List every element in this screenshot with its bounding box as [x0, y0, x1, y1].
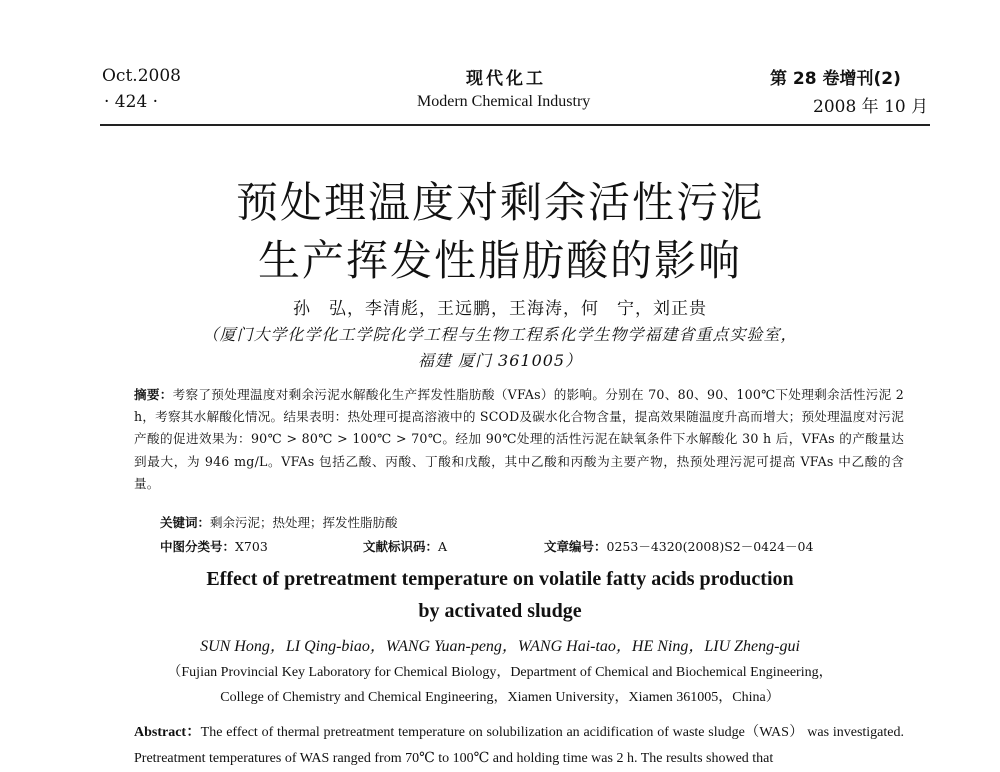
header-volume: 第 28 卷增刊(2)	[770, 69, 901, 89]
abstract-en	[134, 720, 904, 772]
abstract-cn-text: 考察了预处理温度对剩余污泥水解酸化生产挥发性脂肪酸（VFAs）的影响。分别在 70、80、90、100℃下处理剩余活性污泥 2 h，考察其水解酸化情况。结果表明：热处理可提高溶液中的 SCOD及碳水化合物含量，提高效果随温度升高而增大；预处理温度对污泥产酸的促进效果为：90℃ > 80℃ > 100℃ > 70℃。经加 90℃处理的活性污泥在缺氧条件下水解酸化 30 h 后，VFAs 的产酸量达到最大，为 946 mg/L。VFAs 包括乙酸、丙酸、丁酸和戊酸，其中乙酸和丙酸为主要产物，热预处理污泥可提高 VFAs 中乙酸的含量。	[134, 387, 904, 491]
document-code	[363, 537, 447, 555]
abstract-cn-label: 摘要：	[134, 387, 173, 402]
header-journal-en: Modern Chemical Industry	[417, 93, 591, 110]
authors-cn: 孙 弘，李清彪，王远鹏，王海涛，何 宁，刘正贵	[293, 299, 707, 319]
title-en-line1: Effect of pretreatment temperature on volatile fatty acids production	[206, 568, 794, 590]
header-page-number: · 424 ·	[104, 92, 159, 112]
affiliation-cn-line1: （厦门大学化学化工学院化学工程与生物工程系化学生物学福建省重点实验室，	[202, 325, 798, 344]
abstract-cn	[134, 384, 904, 495]
header-date-cn: 2008 年 10 月	[813, 97, 929, 117]
article-number-value: 0253－4320(2008)S2－0424－04	[606, 539, 814, 554]
header-rule	[100, 124, 930, 126]
document-code-label: 文献标识码：	[363, 539, 439, 554]
affiliation-en-line2: College of Chemistry and Chemical Engineering，Xiamen University，Xiamen 361005，China）	[220, 690, 780, 705]
keywords-cn-label: 关键词：	[160, 515, 211, 530]
article-number	[544, 537, 813, 555]
keywords-cn-text: 剩余污泥；热处理；挥发性脂肪酸	[210, 515, 398, 530]
abstract-en-text: The effect of thermal pretreatment temperature on solubilization an acidification of waste sludge（WAS） was investigated. Pretreatment temperatures of WAS ranged from 70℃ to 100℃ and holding time was 2 h. The results showed that	[134, 725, 904, 766]
clc-label: 中图分类号：	[160, 539, 236, 554]
affiliation-cn-line2: 福建 厦门 361005）	[417, 351, 583, 370]
document-code-value: A	[438, 539, 448, 554]
title-cn-line1: 预处理温度对剩余活性污泥	[235, 178, 764, 227]
clc-value: X703	[235, 539, 268, 554]
header-date-en: Oct.2008	[102, 66, 181, 86]
keywords-cn	[160, 513, 398, 531]
abstract-en-label: Abstract：	[134, 725, 201, 740]
article-number-label: 文章编号：	[544, 539, 607, 554]
title-cn-line2: 生产挥发性脂肪酸的影响	[257, 236, 742, 285]
header-journal-cn: 现代化工	[466, 69, 546, 89]
title-en-line2: by activated sludge	[418, 600, 582, 622]
clc-number	[160, 537, 268, 555]
authors-en: SUN Hong，LI Qing-biao，WANG Yuan-peng，WANG Hai-tao，HE Ning，LIU Zheng-gui	[200, 638, 800, 655]
affiliation-en-line1: （Fujian Provincial Key Laboratory for Chemical Biology，Department of Chemical and Biochemical Engineering，	[167, 665, 833, 680]
